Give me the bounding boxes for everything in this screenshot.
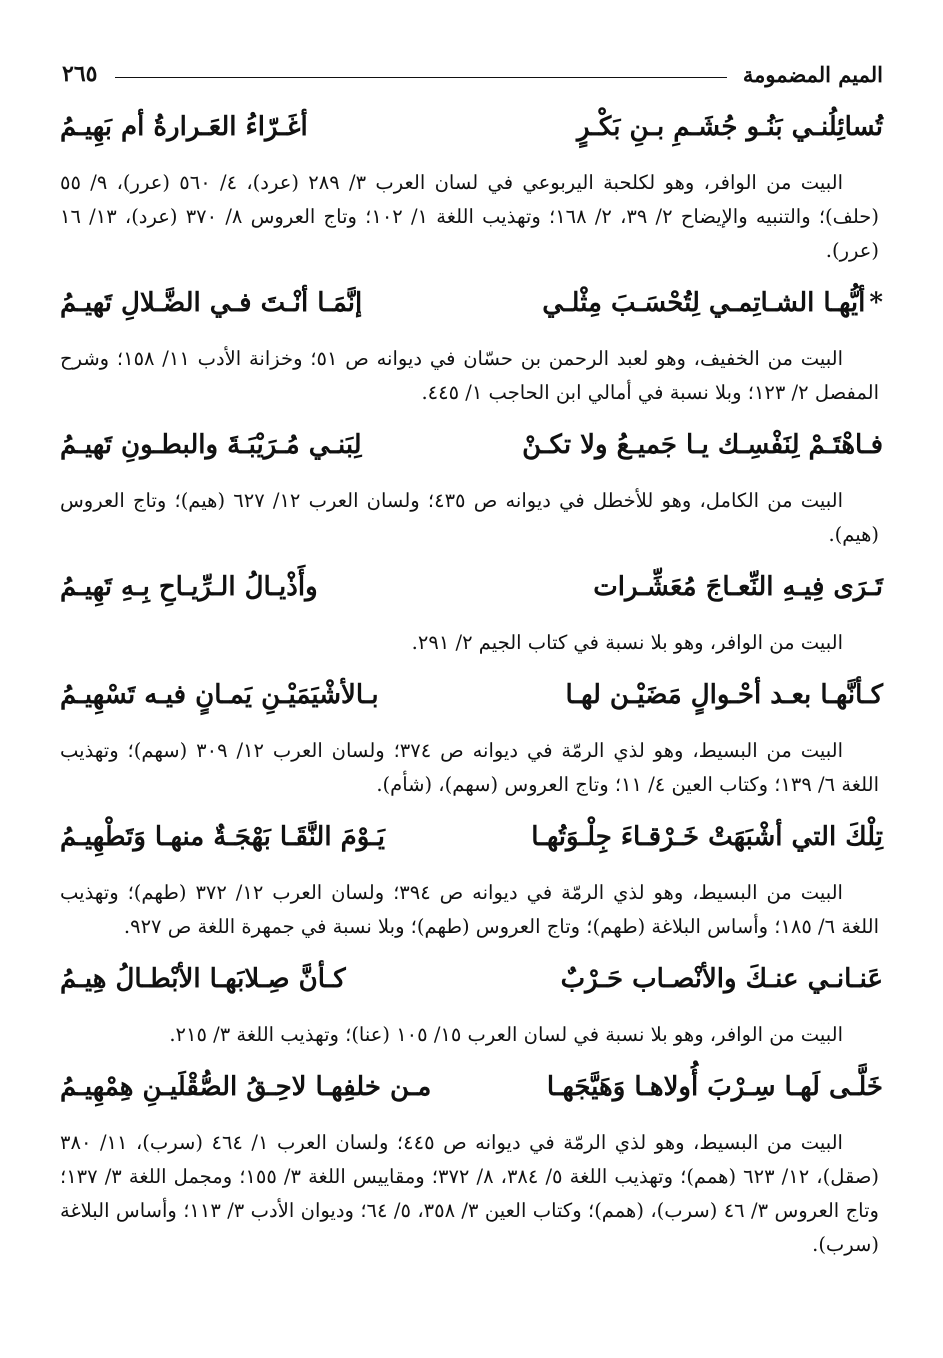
- verse-second-hemistich: يَـوْمَ النَّقَـا بَهْجَـةٌ منهـا وَتَطْهِيـمُ: [60, 822, 385, 852]
- verse-second-hemistich: وأَذْيـالُ الـرِّيـاحِ بِـهِ تَهِيـمُ: [60, 572, 318, 602]
- running-title: الميم المضمومة: [742, 61, 883, 87]
- verse-entry: [60, 964, 883, 1052]
- verse-first-hemistich: كـأنَّهـا بعـد أحْـوالٍ مَضَيْـن لهـا: [565, 680, 883, 710]
- verse-line: [60, 1072, 883, 1126]
- verse-line: [60, 680, 883, 734]
- verse-line: [60, 822, 883, 876]
- verse-line: [60, 572, 883, 626]
- verse-first-hemistich: تَـرَى فِيـهِ النِّعـاجَ مُعَشِّـرات: [593, 572, 883, 602]
- page-number: ٢٦٥: [62, 61, 98, 87]
- verse-entry: [60, 288, 883, 410]
- verse-first-hemistich: فـاهْتَـمْ لِنَفْسِـك يـا جَميـعُ ولا تكـنْ: [522, 430, 883, 460]
- verse-first-text: أيُّهـا الشـاتِمـي لِتُحْسَـبَ مِثْلـي: [542, 288, 866, 318]
- verse-entry: [60, 430, 883, 552]
- verse-note: البيت من الوافر، وهو لكلحبة اليربوعي في لسان العرب ٣/ ٢٨٩ (عرد)، ٤/ ٥٦٠ (عرر)، ٩/ ٥٥ (حلف)؛ والتنبيه والإيضاح ٢/ ٣٩، ٢/ ١٦٨؛ وتهذيب اللغة ١/ ١٠٢؛ وتاج العروس ٨/ ٣٧٠ (عرد)، ١٣/ ١٦ (عرر).: [60, 171, 879, 262]
- verse-note: البيت من البسيط، وهو لذي الرمّة في ديوانه ص ٣٩٤؛ ولسان العرب ١٢/ ٣٧٢ (طهم)؛ وتهذيب اللغة ٦/ ١٨٥؛ وأساس البلاغة (طهم)؛ وتاج العروس (طهم)؛ وبلا نسبة في جمهرة اللغة ص ٩٢٧.: [60, 881, 879, 938]
- page-header: [62, 58, 883, 90]
- verse-first-hemistich: خَلَّـى لَهـا سِـرْبَ أُولاهـا وَهَيَّجَهـا: [546, 1072, 883, 1102]
- verse-note: البيت من البسيط، وهو لذي الرمّة في ديوانه ص ٣٧٤؛ ولسان العرب ١٢/ ٣٠٩ (سهم)؛ وتهذيب اللغة ٦/ ١٣٩؛ وكتاب العين ٤/ ١١؛ وتاج العروس (سهم)، (شأم).: [60, 739, 879, 796]
- verse-entries: [60, 112, 883, 1282]
- verse-first-hemistich: [542, 288, 883, 318]
- verse-second-hemistich: مـن خلفِهـا لاحِـقُ الصُّقْلَيـنِ هِمْهِيـمُ: [60, 1072, 432, 1102]
- verse-note: البيت من الوافر، وهو بلا نسبة في كتاب الجيم ٢/ ٢٩١.: [411, 631, 843, 654]
- verse-first-hemistich: عَنـانـي عنـكَ والأنْصـاب حَـرْبٌ: [560, 964, 883, 994]
- verse-line: [60, 430, 883, 484]
- verse-second-hemistich: لِبَنـي مُـرَيْبَـةَ والبطـونِ تَهيـمُ: [60, 430, 362, 460]
- verse-note: البيت من الخفيف، وهو لعبد الرحمن بن حسّان في ديوانه ص ٥١؛ وخزانة الأدب ١١/ ١٥٨؛ وشرح المفصل ٢/ ١٢٣؛ وبلا نسبة في أمالي ابن الحاجب ١/ ٤٤٥.: [60, 347, 879, 404]
- verse-entry: [60, 112, 883, 268]
- verse-line: [60, 964, 883, 1018]
- verse-entry: [60, 822, 883, 944]
- verse-second-hemistich: إنَّمَـا أنْـتَ فـي الضَّـلالِ تَهيـمُ: [60, 288, 363, 318]
- verse-second-hemistich: بـالأشْيَمَيْـنِ يَمـانٍ فيـه تَسْهِيـمُ: [60, 680, 379, 710]
- verse-line: [60, 112, 883, 166]
- verse-first-hemistich: تِلْكَ التي أشْبَهَتْ خَـرْقـاءَ جِلْـوَتُهـا: [531, 822, 883, 852]
- verse-line: [60, 288, 883, 342]
- verse-entry: [60, 1072, 883, 1262]
- verse-note: البيت من البسيط، وهو لذي الرمّة في ديوانه ص ٤٤٥؛ ولسان العرب ١/ ٤٦٤ (سرب)، ١١/ ٣٨٠ (صقل)، ١٢/ ٦٢٣ (همم)؛ وتهذيب اللغة ٥/ ٣٨٤، ٨/ ٣٧٢؛ ومقاييس اللغة ٣/ ١٥٥؛ ومجمل اللغة ٣/ ١٣٧؛ وتاج العروس ٣/ ٤٦ (سرب)، (همم)؛ وكتاب العين ٣/ ٣٥٨، ٥/ ٦٤؛ وديوان الأدب ٣/ ١١٣؛ وأساس البلاغة (سرب).: [60, 1131, 879, 1256]
- verse-entry: [60, 680, 883, 802]
- verse-note: البيت من الوافر، وهو بلا نسبة في لسان العرب ١٥/ ١٠٥ (عنا)؛ وتهذيب اللغة ٣/ ٢١٥.: [169, 1023, 843, 1046]
- verse-second-hemistich: أغَـرّاءُ العَـرارةُ أم بَهِيـمُ: [60, 112, 308, 142]
- verse-first-hemistich: تُسائِلُنـي بَنُـو جُشَـمِ بـنِ بَكْـرٍ: [576, 112, 883, 142]
- verse-second-hemistich: كـأنَّ صِـلابَهـا الأبْطـالُ هِيـمُ: [60, 964, 346, 994]
- verse-note: البيت من الكامل، وهو للأخطل في ديوانه ص ٤٣٥؛ ولسان العرب ١٢/ ٦٢٧ (هيم)؛ وتاج العروس (هيم).: [60, 489, 879, 546]
- verse-entry: [60, 572, 883, 660]
- star-marker: *: [869, 288, 883, 318]
- header-rule: [115, 77, 726, 78]
